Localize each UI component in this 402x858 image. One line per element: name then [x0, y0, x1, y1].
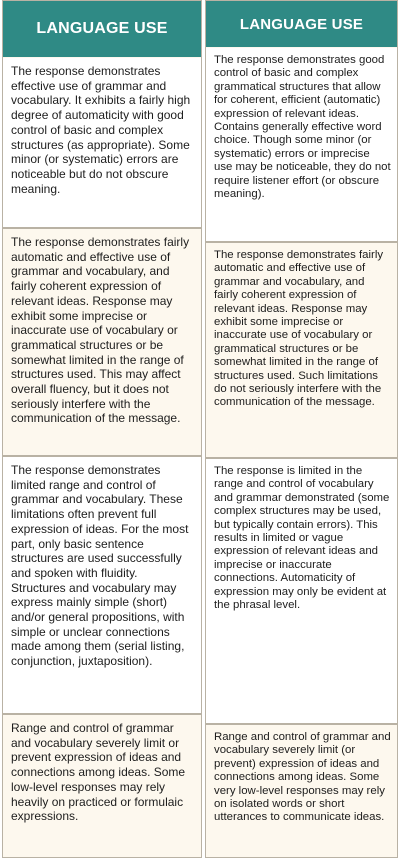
- left-column-header: LANGUAGE USE: [3, 1, 201, 57]
- right-column-header: LANGUAGE USE: [206, 1, 397, 47]
- left-cell-score-2: The response demonstrates limited range and control of grammar and vocabulary. These limitations often prevent full expression of ideas. For the most part, only basic sentence structures are used successfully and spoken with fluidity. Structures and vocabulary may express mainly simple (short) and/or general propositions, with simple or unclear connections made among them (serial listing, conjunction, juxtaposition).: [3, 457, 201, 713]
- left-cell-score-3: The response demonstrates fairly automatic and effective use of grammar and vocabulary, and fairly coherent expression of relevant ideas. Response may exhibit some imprecise or inaccurate use of vocabulary or grammatical structures or be somewhat limited in the range of structures used. This may affect overall fluency, but it does not seriously interfere with the communication of the message.: [3, 229, 201, 455]
- left-cell-score-1: Range and control of grammar and vocabulary severely limit or prevent expression of ideas and connections among ideas. Some low-level responses may rely heavily on practiced or formulaic expressions.: [3, 715, 201, 857]
- right-cell-score-1: Range and control of grammar and vocabulary severely limit (or prevent) expression of ideas and connections among ideas. Some very low-level responses may rely on isolated words or short utterances to communicate ideas.: [206, 725, 397, 857]
- right-rubric-column: [205, 0, 398, 858]
- left-rubric-column: [2, 0, 202, 858]
- right-cell-score-3: The response demonstrates fairly automatic and effective use of grammar and vocabulary, and fairly coherent expression of relevant ideas. Response may exhibit some imprecise or inaccurate use of vocabulary or grammatical structures or be somewhat limited in the range of structures used. Such limitations do not seriously interfere with the communication of the message.: [206, 243, 397, 457]
- right-cell-score-2: The response is limited in the range and control of vocabulary and grammar demonstrated (some complex structures may be used, but typically contain errors). This results in limited or vague expression of relevant ideas and imprecise or inaccurate connections. Automaticity of expression may only be evident at the phrasal level.: [206, 459, 397, 723]
- right-cell-score-4: The response demonstrates good control of basic and complex grammatical structures that allow for coherent, efficient (automatic) expression of relevant ideas. Contains generally effective word choice. Though some minor (or systematic) errors or imprecise use may be noticeable, they do not require listener effort (or obscure meaning).: [206, 48, 397, 241]
- left-cell-score-4: The response demonstrates effective use of grammar and vocabulary. It exhibits a fairly high degree of automaticity with good control of basic and complex structures (as appropriate). Some minor (or systematic) errors are noticeable but do not obscure meaning.: [3, 58, 201, 227]
